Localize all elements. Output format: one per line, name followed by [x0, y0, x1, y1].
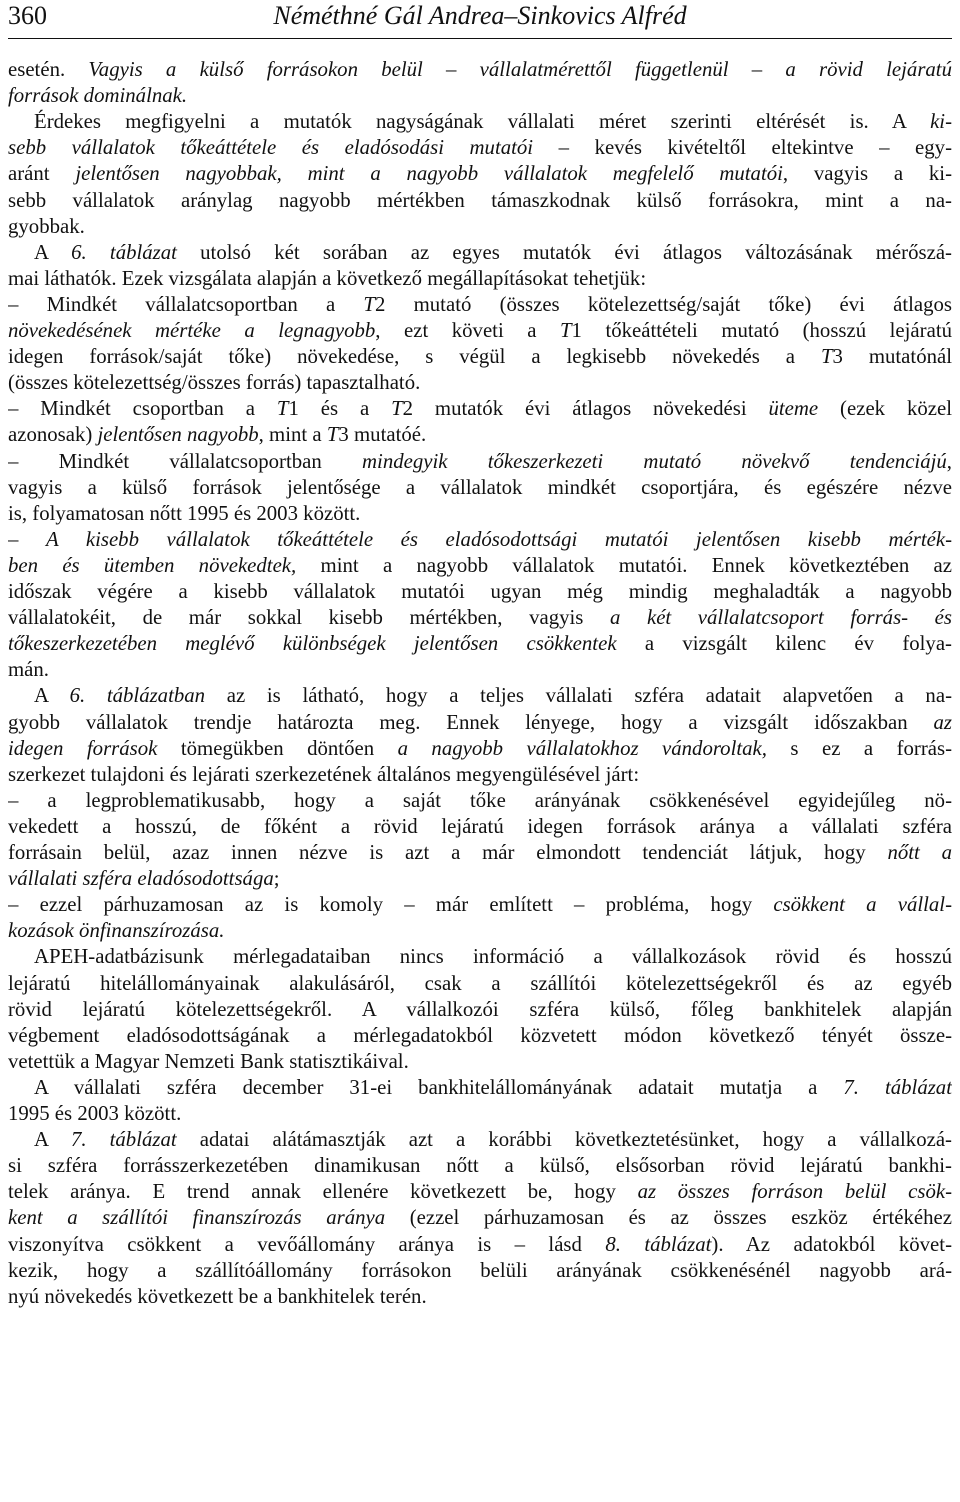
text-run: s ez a forrás- [766, 736, 952, 760]
italic-text-run: idegen források [8, 736, 158, 760]
text-run: szerkezet tulajdoni és lejárati szerkezetének általános megyengülésével járt: [8, 762, 640, 786]
text-line [8, 318, 952, 344]
text-run: is, folyamatosan nőtt 1995 és 2003 között. [8, 501, 361, 525]
italic-text-run: kozások önfinanszírozása. [8, 919, 225, 943]
text-run: nyú növekedés következett be a bankhitelek terén. [8, 1284, 427, 1308]
text-line [8, 631, 952, 657]
italic-text-run: jelentősen nagyobbak, mint a nagyobb vállalatok megfelelő mutatói [75, 162, 783, 186]
text-line [8, 161, 952, 187]
text-line [8, 1284, 952, 1310]
text-line [8, 214, 952, 240]
italic-text-run: T [363, 292, 375, 316]
italic-text-run: 7. táblázat [70, 1128, 177, 1152]
text-run: vetettük a Magyar Nemzeti Bank statisztikáival. [8, 1049, 409, 1073]
text-run: azonosak) [8, 423, 98, 447]
text-line [8, 866, 952, 892]
text-run: ; [273, 867, 280, 891]
text-run: (ezek közel [818, 397, 952, 421]
text-line [8, 527, 952, 553]
running-head: Néméthné Gál Andrea–Sinkovics Alfréd [273, 1, 687, 30]
text-run: adatai alátámasztják azt a korábbi következtetésünket, hogy a vállalkozá- [176, 1128, 952, 1152]
text-run: sebb vállalatok aránylag nagyobb mértékben támaszkodnak külső forrásokra, mint a na- [8, 188, 952, 212]
italic-text-run: sebb vállalatok tőkeáttétele és eladósodási mutatói [8, 136, 534, 160]
text-line [8, 918, 952, 944]
text-run: , [946, 449, 952, 473]
text-line [8, 83, 952, 109]
text-line [8, 396, 952, 422]
text-line [8, 605, 952, 631]
text-line [8, 370, 952, 396]
text-line [8, 710, 952, 736]
text-line [8, 1205, 952, 1231]
text-line [8, 892, 952, 918]
text-run: 1995 és 2003 között. [8, 1102, 182, 1125]
text-line [8, 657, 952, 683]
text-run: , mint a [258, 423, 327, 447]
text-run: viszonyítva csökkent a vevőállomány aránya is – lásd [8, 1232, 606, 1256]
text-run: rövid lejáratú kötelezettségekről. A vállalkozói szféra külső, főleg bankhitelek alapján [8, 997, 952, 1021]
text-line [8, 762, 952, 788]
text-line [8, 475, 952, 501]
italic-text-run: 8. táblázat [605, 1232, 712, 1256]
text-line [8, 579, 952, 605]
italic-text-run: T [391, 397, 403, 421]
italic-text-run: nőtt a [887, 841, 952, 864]
text-run: – ezzel párhuzamosan az is komoly – már említett – probléma, hogy [8, 893, 774, 917]
text-run: kezik, hogy a szállítóállomány forrásokon belüli arányának csökkenésénél nagyobb ará- [8, 1258, 952, 1282]
text-line [8, 1075, 952, 1101]
text-run: 3 mutatónál [832, 345, 952, 369]
text-run: A vállalati szféra december 31-ei bankhitelállományának adatait mutatja a [34, 1075, 844, 1099]
text-line [8, 1232, 952, 1258]
text-line [8, 1101, 952, 1127]
text-line [8, 1049, 952, 1075]
italic-text-run: 7. táblázat [843, 1075, 952, 1099]
text-line [8, 683, 952, 709]
text-run: si szféra forrásszerkezetében dinamikusan nőtt a külső, elsősorban rövid lejáratú bankhi- [8, 1154, 952, 1178]
page-header [8, 0, 952, 32]
text-run: telek aránya. E trend annak ellenére következett be, hogy [8, 1180, 638, 1204]
text-run: ). Az adatokból követ- [711, 1232, 952, 1256]
text-run: (ezzel párhuzamosan és az összes eszköz értékéhez [385, 1206, 952, 1230]
text-run: – kevés kivételtől eltekintve – egy- [533, 136, 952, 160]
text-line [8, 944, 952, 970]
text-run: A [34, 240, 72, 264]
text-line [8, 449, 952, 475]
text-run: forrásain belül, azaz innen nézve is azt a már elmondott tendenciát látjuk, hogy [8, 841, 888, 864]
text-run: lejáratú hitelállományainak alakulásáról, csak a szállítói kötelezettségekről és az egyéb [8, 971, 952, 995]
text-run: esetén. [8, 58, 89, 81]
text-line [8, 292, 952, 318]
text-run: utolsó két sorában az egyes mutatók évi átlagos változásának mérőszá- [176, 240, 952, 264]
italic-text-run: az összes forráson belül csök- [637, 1180, 952, 1204]
page-number: 360 [8, 1, 47, 30]
text-run: A [34, 1128, 71, 1152]
italic-text-run: jelentősen nagyobb [97, 423, 259, 447]
italic-text-run: ben és ütemben növekedtek, [8, 553, 297, 577]
text-run: Érdekes megfigyelni a mutatók nagyságának vállalati méret szerinti eltérését is. A [34, 110, 931, 134]
text-line [8, 422, 952, 448]
text-line [8, 1258, 952, 1284]
text-run: a vizsgált kilenc év folya- [616, 632, 952, 656]
italic-text-run: T [559, 319, 572, 342]
text-line [8, 501, 952, 527]
italic-text-run: növekedésének mértéke a legnagyobb [8, 319, 376, 342]
italic-text-run: tőkeszerkezetében meglévő különbségek jelentősen csökkentek [8, 632, 617, 656]
text-run: – Mindkét csoportban a [8, 397, 277, 421]
text-line [8, 1023, 952, 1049]
text-run: vállalatokéit, de már sokkal kisebb mértékben, vagyis [8, 606, 610, 630]
text-run: – [8, 527, 46, 551]
text-line [8, 1127, 952, 1153]
italic-text-run: A kisebb vállalatok tőkeáttétele és eladósodottsági mutatói jelentősen kisebb mérték- [45, 527, 952, 551]
italic-text-run: 6. táblázat [71, 240, 177, 264]
text-run: az is látható, hogy a teljes vállalati szféra adatait alapvetően a na- [205, 684, 952, 708]
text-line [8, 266, 952, 292]
text-run: idegen források/saját tőke) növekedése, s végül a legkisebb növekedés a [8, 345, 821, 369]
italic-text-run: vállalati szféra eladósodottsága [8, 867, 274, 891]
text-run: – a legproblematikusabb, hogy a saját tőke arányának csökkenésével egyidejűleg nö- [8, 788, 952, 812]
italic-text-run: 6. táblázatban [69, 684, 206, 708]
italic-text-run: üteme [768, 397, 819, 421]
text-run: 1 tőkeáttételi mutató (hosszú lejáratú [571, 319, 952, 342]
text-run: vagyis a külső források jelentősége a vállalatok mindkét csoportjára, és egészére nézve [8, 475, 952, 499]
text-run: – Mindkét vállalatcsoportban [8, 449, 363, 473]
text-run: időszak végére a kisebb vállalatok mutatói ugyan még mindig meghaladták a nagyobb [8, 580, 952, 603]
text-run: gyobb vállalatok trendje határozta meg. Ennek lényege, hogy a vizsgált időszakban [8, 710, 934, 734]
text-run: (összes kötelezettség/összes forrás) tapasztalható. [8, 371, 421, 395]
text-run: , ezt követi a [375, 319, 560, 342]
text-run: vekedett a hosszú, de főként a rövid lejáratú idegen források aránya a vállalati szféra [8, 814, 952, 838]
italic-text-run: csökkent a vállal- [773, 893, 952, 917]
italic-text-run: mindegyik tőkeszerkezeti mutató növekvő tendenciájú [362, 449, 947, 473]
text-run: gyobbak. [8, 214, 85, 238]
text-line [8, 553, 952, 579]
text-line [8, 1153, 952, 1179]
italic-text-run: az [933, 710, 952, 734]
text-run: 1 és a [288, 397, 392, 421]
text-line [8, 135, 952, 161]
italic-text-run: ki- [930, 110, 952, 134]
italic-text-run: T [326, 423, 339, 447]
text-line [8, 971, 952, 997]
text-line [8, 788, 952, 814]
text-line [8, 240, 952, 266]
text-run: 3 mutatóé. [338, 423, 427, 447]
text-run: végbement eladósodottságának a mérlegadatokból közvetett módon következő tényét össze- [8, 1023, 952, 1047]
text-line [8, 736, 952, 762]
text-run: aránt [8, 162, 76, 186]
text-line [8, 840, 952, 866]
text-line [8, 188, 952, 214]
text-run: mai láthatók. Ezek vizsgálata alapján a következő megállapításokat tehetjük: [8, 266, 647, 290]
text-run: 2 mutatók évi átlagos növekedési [402, 397, 769, 421]
italic-text-run: a nagyobb vállalatokhoz vándoroltak, [397, 736, 767, 760]
text-line [8, 57, 952, 83]
text-line [8, 1179, 952, 1205]
header-rule [8, 38, 952, 39]
text-line [8, 344, 952, 370]
italic-text-run: kent a szállítói finanszírozás aránya [8, 1206, 386, 1230]
italic-text-run: a két vállalatcsoport forrás- és [609, 606, 952, 630]
text-line [8, 997, 952, 1023]
text-run: A [34, 684, 70, 708]
italic-text-run: források dominálnak. [8, 84, 188, 108]
text-run: mint a nagyobb vállalatok mutatói. Ennek következtében az [296, 553, 952, 577]
text-run: APEH-adatbázisunk mérlegadataiban nincs információ a vállalkozások rövid és hosszú [34, 945, 952, 969]
text-line [8, 814, 952, 840]
text-run: , vagyis a ki- [782, 162, 952, 186]
text-line [8, 109, 952, 135]
text-run: 2 mutató (összes kötelezettség/saját tőke) évi átlagos [375, 292, 952, 316]
italic-text-run: T [276, 397, 289, 421]
italic-text-run: Vagyis a külső forrásokon belül – vállalatmérettől függetlenül – a rövid lejáratú [88, 58, 952, 81]
text-run: mán. [8, 658, 50, 682]
italic-text-run: T [820, 345, 833, 369]
text-run: – Mindkét vállalatcsoportban a [8, 292, 364, 316]
text-run: tömegükben döntően [157, 736, 398, 760]
